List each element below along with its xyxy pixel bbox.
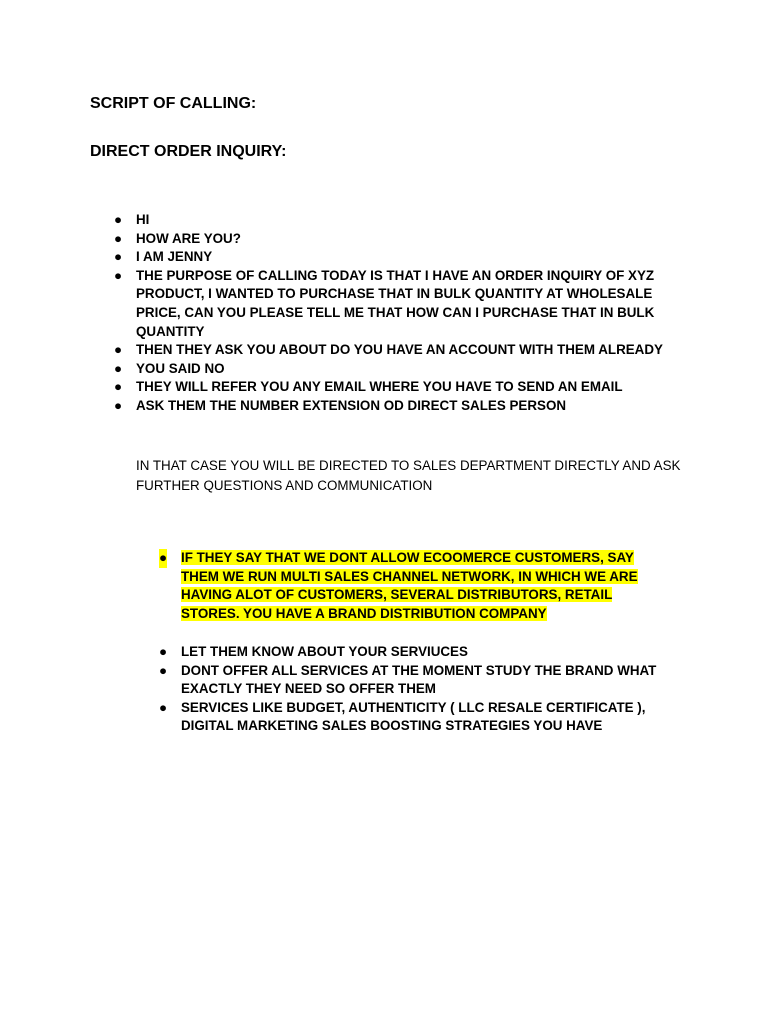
highlighted-bullet-list [159,549,671,623]
list-item-text: SERVICES LIKE BUDGET, AUTHENTICITY ( LLC RESALE CERTIFICATE ), DIGITAL MARKETING SALES BOOSTING STRATEGIES YOU HAVE [181,699,646,734]
bullet-icon: ● [114,342,123,358]
list-item [114,211,681,230]
main-bullet-list [114,211,681,416]
bullet-icon: ● [114,379,123,395]
bullet-icon: ● [114,230,123,246]
list-item-text: DONT OFFER ALL SERVICES AT THE MOMENT STUDY THE BRAND WHAT EXACTLY THEY NEED SO OFFER THEM [181,662,657,697]
document-title: SCRIPT OF CALLING: [90,95,257,112]
bullet-icon: ● [159,549,167,568]
list-item [114,230,681,249]
list-item-text: YOU SAID NO [136,360,225,376]
list-item [114,378,681,397]
bullet-icon: ● [114,267,123,283]
list-item-text: ASK THEM THE NUMBER EXTENSION OD DIRECT SALES PERSON [136,397,567,413]
list-item [114,360,681,379]
list-item [159,699,681,736]
bullet-icon: ● [114,212,123,227]
list-item [159,662,681,699]
note-paragraph: IN THAT CASE YOU WILL BE DIRECTED TO SALES DEPARTMENT DIRECTLY AND ASK FURTHER QUESTIONS AND COMMUNICATION [136,458,681,493]
list-item [114,248,681,267]
bullet-icon: ● [114,249,123,265]
bullet-icon: ● [159,699,168,715]
list-item-text: THEN THEY ASK YOU ABOUT DO YOU HAVE AN ACCOUNT WITH THEM ALREADY [136,342,663,358]
list-item [114,397,681,416]
bullet-icon: ● [114,397,123,413]
list-item-text: HI [136,212,150,227]
list-item-text: LET THEM KNOW ABOUT YOUR SERVIUCES [181,644,468,659]
list-item-text: I AM JENNY [136,249,213,265]
bullet-icon: ● [114,360,123,376]
bullet-icon: ● [159,662,168,678]
highlighted-text: IF THEY SAY THAT WE DONT ALLOW ECOOMERCE CUSTOMERS, SAY THEM WE RUN MULTI SALES CHANNEL NETWORK, IN WHICH WE ARE HAVING ALOT OF CUSTOMERS, SEVERAL DISTRIBUTORS, RETAIL STORES. YOU HAVE A BRAND DISTRIBUTION COMPANY [181,550,638,621]
highlighted-list-item [159,549,671,623]
list-item [114,267,681,341]
bullet-icon: ● [159,644,168,659]
list-item [159,643,681,662]
section-heading: DIRECT ORDER INQUIRY: [90,143,287,160]
list-item [114,341,681,360]
list-item-text: THE PURPOSE OF CALLING TODAY IS THAT I HAVE AN ORDER INQUIRY OF XYZ PRODUCT, I WANTED TO PURCHASE THAT IN BULK QUANTITY AT WHOLESALE PRICE, CAN YOU PLEASE TELL ME THAT HOW CAN I PURCHASE THAT IN BULK QUANTITY [136,267,655,339]
list-item-text: HOW ARE YOU? [136,230,241,246]
list-item-text: THEY WILL REFER YOU ANY EMAIL WHERE YOU HAVE TO SEND AN EMAIL [136,379,623,395]
secondary-bullet-list [159,643,681,736]
